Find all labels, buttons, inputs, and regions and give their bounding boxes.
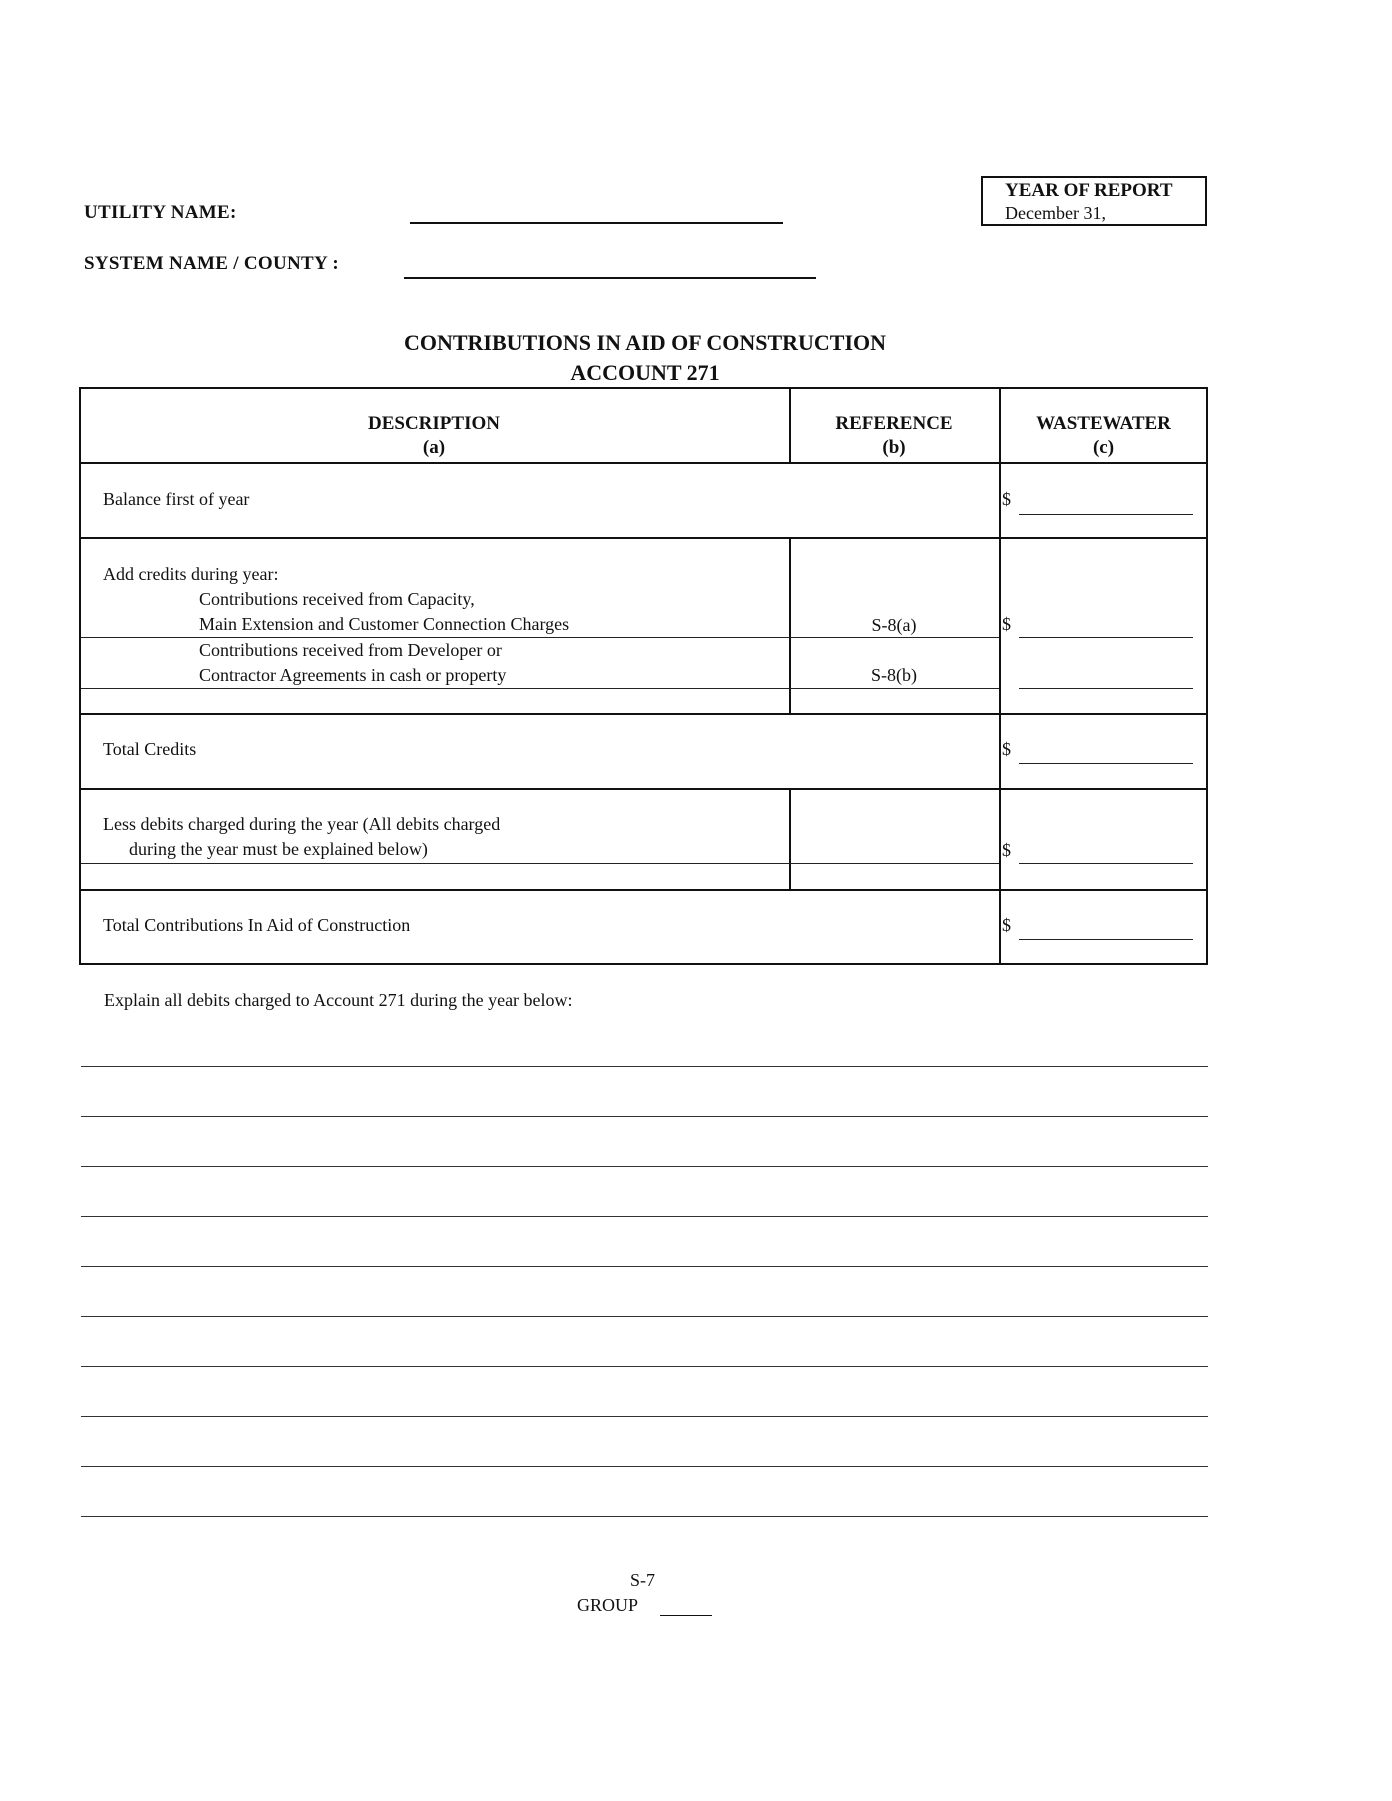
row-divider: [79, 788, 1208, 790]
explanation-line[interactable]: [81, 1466, 1208, 1467]
dollar-sign: $: [1002, 915, 1011, 935]
table-border-left: [79, 387, 81, 965]
subrow-divider: [81, 863, 999, 864]
row-divider: [79, 537, 1208, 539]
developer-amount-field[interactable]: [1019, 688, 1193, 689]
column-header-description: [79, 412, 789, 460]
form-subtitle: ACCOUNT 271: [570, 360, 720, 385]
column-divider: [999, 387, 1001, 965]
column-header-letter: (a): [422, 437, 446, 458]
utility-name-label: UTILITY NAME:: [84, 202, 237, 223]
page-number: S-7: [630, 1570, 656, 1590]
row-less-debits-line2: during the year must be explained below): [129, 839, 428, 859]
system-name-label: SYSTEM NAME / COUNTY :: [84, 253, 340, 274]
row-add-credits: Add credits during year:: [103, 564, 279, 584]
explanation-line[interactable]: [81, 1216, 1208, 1217]
reference-s8a: S-8(a): [871, 615, 917, 635]
row-divider: [79, 713, 1208, 715]
column-header-name: WASTEWATER: [1036, 413, 1171, 434]
row-capacity-line2: Main Extension and Customer Connection Charges: [199, 614, 570, 634]
explanation-line[interactable]: [81, 1316, 1208, 1317]
year-of-report-date: December 31,: [1005, 203, 1106, 223]
dollar-sign: $: [1002, 739, 1011, 759]
year-of-report-title: YEAR OF REPORT: [1005, 180, 1173, 201]
column-header-name: DESCRIPTION: [368, 413, 500, 434]
explanation-line[interactable]: [81, 1116, 1208, 1117]
column-header-letter: (b): [882, 437, 906, 458]
header-bottom-border: [79, 462, 1208, 464]
total-credits-amount-field[interactable]: [1019, 763, 1193, 764]
column-header-reference: [789, 412, 999, 460]
row-developer-line1: Contributions received from Developer or: [199, 640, 502, 660]
explanation-line[interactable]: [81, 1516, 1208, 1517]
row-capacity-line1: Contributions received from Capacity,: [199, 589, 475, 609]
column-header-name: REFERENCE: [835, 413, 953, 434]
row-balance-first-of-year: Balance first of year: [103, 489, 250, 509]
ciac-table: [79, 387, 1208, 965]
table-border-top: [79, 387, 1208, 389]
dollar-sign: $: [1002, 840, 1011, 860]
row-divider: [79, 889, 1208, 891]
row-total-ciac: Total Contributions In Aid of Construction: [103, 915, 411, 935]
year-of-report-box: [981, 176, 1207, 226]
dollar-sign: $: [1002, 489, 1011, 509]
reference-s8b: S-8(b): [871, 665, 917, 685]
explanation-line[interactable]: [81, 1166, 1208, 1167]
explanation-line[interactable]: [81, 1416, 1208, 1417]
row-total-credits: Total Credits: [103, 739, 197, 759]
form-title: CONTRIBUTIONS IN AID OF CONSTRUCTION: [403, 330, 887, 355]
group-field[interactable]: [660, 1615, 712, 1616]
column-divider: [789, 788, 791, 890]
group-label: GROUP: [577, 1595, 639, 1615]
column-header-wastewater: [999, 412, 1208, 460]
balance-first-amount-field[interactable]: [1019, 514, 1193, 515]
total-ciac-amount-field[interactable]: [1019, 939, 1193, 940]
explanation-line[interactable]: [81, 1066, 1208, 1067]
table-border-bottom: [79, 963, 1208, 965]
row-developer-line2: Contractor Agreements in cash or property: [199, 665, 507, 685]
explain-debits-label: Explain all debits charged to Account 271 during the year below:: [104, 990, 573, 1010]
utility-name-field[interactable]: [410, 222, 783, 224]
table-border-right: [1206, 387, 1208, 965]
column-header-letter: (c): [1092, 437, 1115, 458]
capacity-amount-field[interactable]: [1019, 637, 1193, 638]
dollar-sign: $: [1002, 614, 1011, 634]
system-name-field[interactable]: [404, 277, 816, 279]
subrow-divider: [81, 688, 999, 689]
row-less-debits-line1: Less debits charged during the year (All debits charged: [103, 814, 501, 834]
explanation-line[interactable]: [81, 1366, 1208, 1367]
less-debits-amount-field[interactable]: [1019, 863, 1193, 864]
explanation-line[interactable]: [81, 1266, 1208, 1267]
